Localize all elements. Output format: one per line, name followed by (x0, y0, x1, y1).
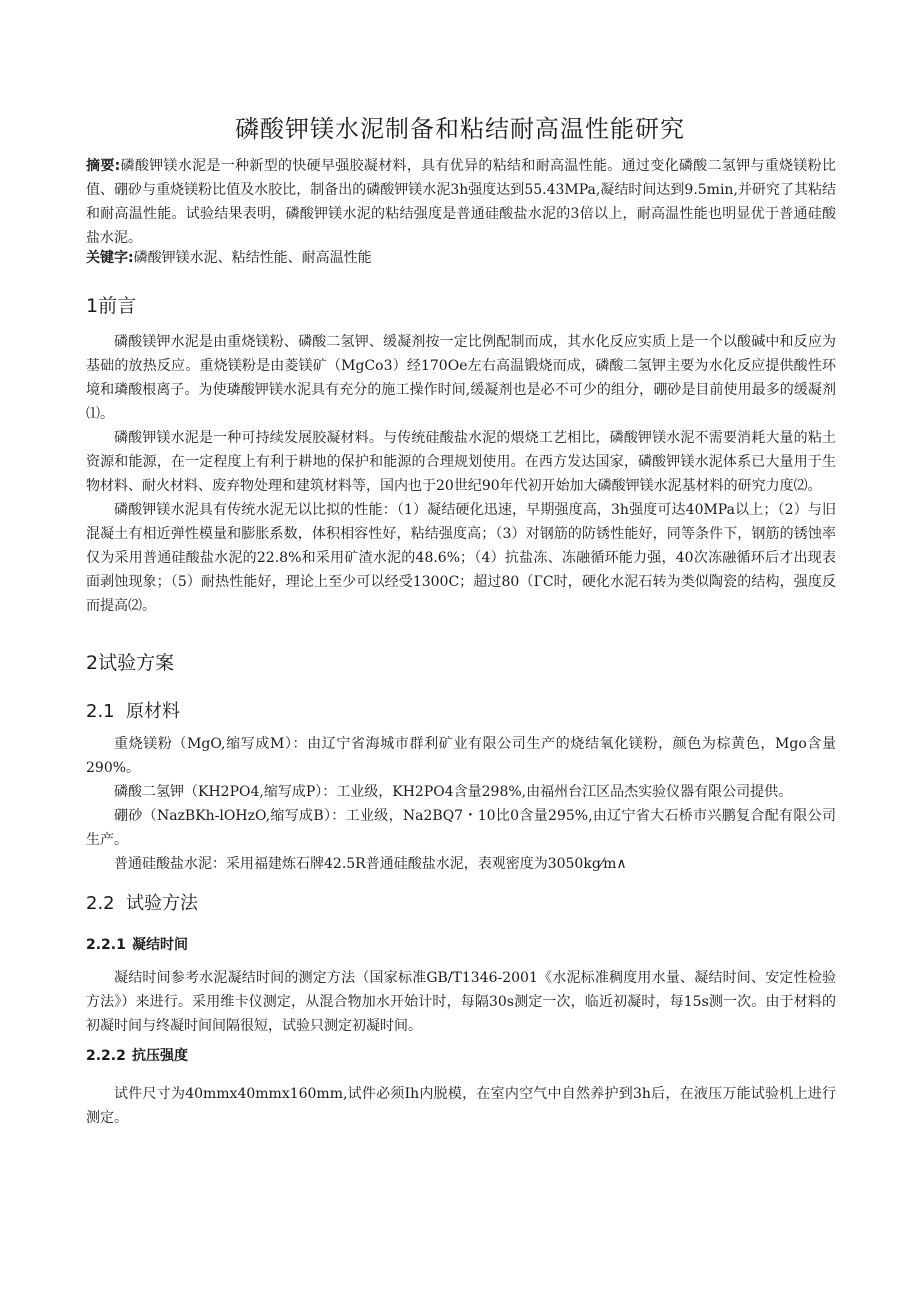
section-title: 抗压强度 (132, 1048, 188, 1064)
section-2-1-heading (86, 699, 180, 725)
paragraph: 磷酸钾镁水泥是一种可持续发展胶凝材料。与传统硅酸盐水泥的煨烧工艺相比，磷酸钾镁水泥不需要消耗大量的粘土资源和能源，在一定程度上有利于耕地的保护和能源的合理规划使用。在西方发达国家，磷酸钾镁水泥体系已大量用于生物材料、耐火材料、废弃物处理和建筑材料等，国内也于20世纪90年代初开始加大磷酸钾镁水泥基材料的研究力度⑵。 (86, 430, 836, 494)
paragraph: 重烧镁粉（MgO,缩写成M）：由辽宁省海城市群利矿业有限公司生产的烧结氧化镁粉，颜色为棕黄色，Mgo含量290%。 (86, 736, 836, 776)
section-title: 凝结时间 (132, 937, 188, 953)
section-2-2-2-body (86, 1082, 836, 1130)
section-2-2-1-body (86, 966, 836, 1038)
abstract-text: 磷酸钾镁水泥是一种新型的快硬早强胶凝材料，具有优异的粘结和耐高温性能。通过变化磷酸二氢钾与重烧镁粉比值、硼砂与重烧镁粉比值及水胶比，制备出的磷酸钾镁水泥3h强度达到55.43MPa,凝结时间达到9.5min,并研究了其粘结和耐高温性能。试验结果表明，磷酸钾镁水泥的粘结强度是普通硅酸盐水泥的3倍以上，耐高温性能也明显优于普通硅酸盐水泥。 (86, 158, 836, 246)
paragraph: 普通硅酸盐水泥：采用福建炼石牌42.5R普通硅酸盐水泥，表观密度为3050kg⁄m∧ (114, 856, 627, 872)
section-2-2-1-heading (86, 935, 188, 955)
paragraph: 磷酸镁钾水泥是由重烧镁粉、磷酸二氢钾、缓凝剂按一定比例配制而成，其水化反应实质上是一个以酸碱中和反应为基础的放热反应。重烧镁粉是由菱镁矿（MgCo3）经170Oe左右高温锻烧而成，磷酸二氢钾主要为水化反应提供酸性环境和璘酸根离子。为使璘酸钾镁水泥具有充分的施工操作时间,缓凝剂也是必不可少的组分，硼砂是目前使用最多的缓凝剂⑴。 (86, 334, 836, 422)
section-2-heading: 2试验方案 (86, 652, 175, 674)
section-number: 2.2 (86, 893, 115, 914)
section-1-body (86, 330, 836, 618)
section-number: 2.2.1 (86, 937, 126, 953)
abstract (86, 154, 836, 250)
paragraph: 磷酸钾镁水泥具有传统水泥无以比拟的性能：（1）凝结硬化迅速，早期强度高，3h强度可达40MPa以上；（2）与旧混凝土有相近弹性模量和膨胀系数，体积相容性好，粘结强度高；（3）对钢筋的防锈性能好，同等条件下，钢筋的锈蚀率仅为采用普通硅酸盐水泥的22.8%和采用矿渣水泥的48.6%；（4）抗盐冻、冻融循环能力强，40次冻融循环后才出现表面剥蚀现象；（5）耐热性能好，理论上至少可以经受1300C；超过80（ГC时，硬化水泥石转为类似陶瓷的结构，强度反而提高⑵。 (86, 502, 836, 614)
section-1-heading: 1前言 (86, 295, 137, 317)
abstract-label: 摘要: (86, 158, 121, 174)
paper-title: 磷酸钾镁水泥制备和粘结耐高温性能研究 (235, 115, 685, 143)
section-2-2-2-heading (86, 1046, 188, 1066)
paragraph: 凝结时间参考水泥凝结时间的测定方法（国家标准GB/T1346-2001《水泥标准稠度用水量、凝结时间、安定性检验方法》）来进行。采用维卡仪测定，从混合物加水开始计时，每隔30s测定一次，临近初凝时，每15s测一次。由于材料的初凝时间与终凝时间间隔很短，试验只测定初凝时间。 (86, 970, 836, 1034)
section-title: 试验方法 (126, 893, 198, 914)
paragraph: 硼砂（NazBKh-lOHzO,缩写成B）：工业级，Na2BQ7・10比0含量295%,由辽宁省大石桥市兴鹏复合配有限公司生产。 (86, 808, 836, 848)
paragraph: 试件尺寸为40mmx40mmx160mm,试件必须Ih内脱模，在室内空气中自然养护到3h后，在液压万能试验机上进行测定。 (86, 1086, 836, 1126)
section-title: 原材料 (126, 701, 180, 722)
paragraph: 磷酸二氢钾（KH2PO4,缩写成P）：工业级，KH2PO4含量298%,由福州台江区品杰实验仪器有限公司提供。 (114, 784, 793, 800)
keywords-text: 磷酸钾镁水泥、粘结性能、耐高温性能 (133, 250, 372, 266)
section-number: 2.2.2 (86, 1048, 126, 1064)
section-2-2-heading (86, 891, 198, 917)
section-number: 2.1 (86, 701, 115, 722)
section-2-1-body (86, 732, 836, 876)
keywords (86, 246, 836, 270)
keywords-label: 关键字: (86, 250, 134, 266)
